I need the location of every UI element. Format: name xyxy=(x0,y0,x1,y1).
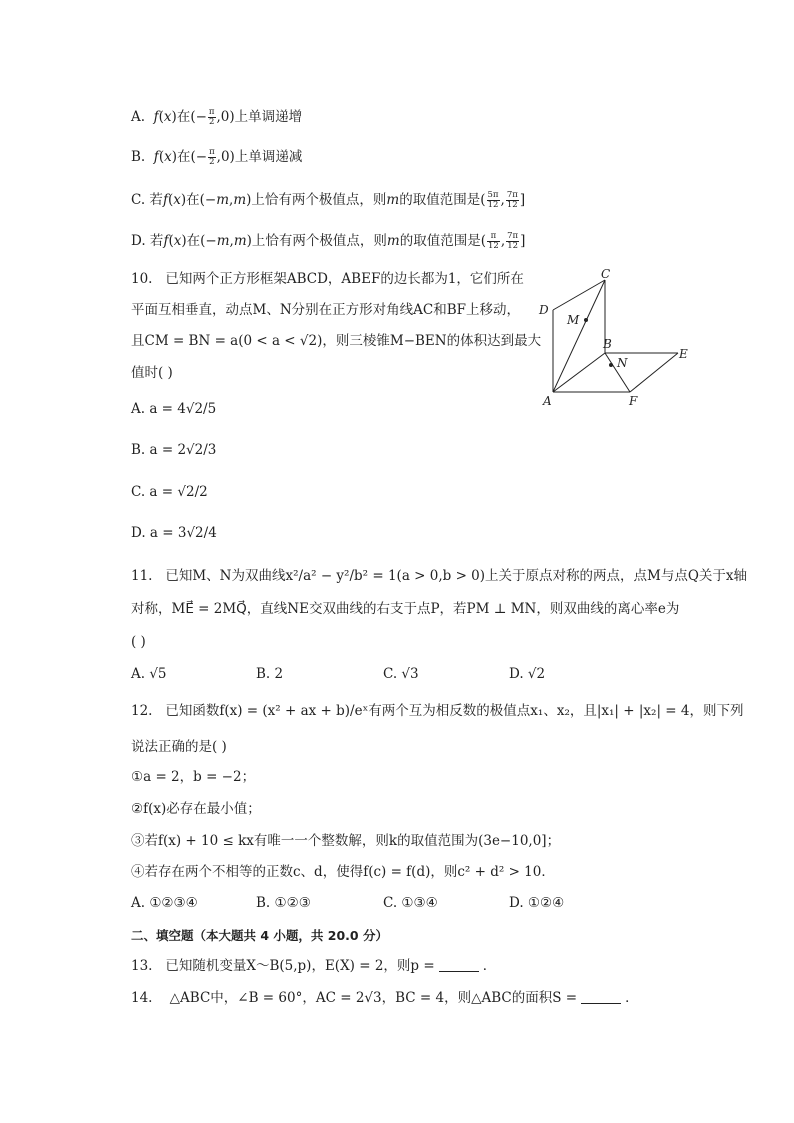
q11-option-c: C. √3 xyxy=(383,666,419,682)
q10-geometry-figure xyxy=(533,268,703,413)
q9-option-c: C. 若f(x)在(−m,m)上恰有两个极值点，则m的取值范围是( $\frac{5\pi}{12}$ , $\frac{7\pi}{12}$ ] xyxy=(131,190,526,210)
q9-option-d: D. 若f(x)在(−m,m)上恰有两个极值点，则m的取值范围是( $\frac{\pi}{12}$ , $\frac{7\pi}{12}$ ] xyxy=(131,231,526,251)
label-a: A xyxy=(543,394,552,408)
q11-option-b: B. 2 xyxy=(256,666,284,682)
q12-statement-1: ①a = 2，b = −2； xyxy=(131,769,256,785)
q13: 13. 已知随机变量X～B(5,p)，E(X) = 2，则p = ． xyxy=(131,958,497,974)
label-b: B xyxy=(603,337,612,351)
q12-statement-2: ②f(x)必存在最小值； xyxy=(131,801,261,817)
q12-option-c: C. ①③④ xyxy=(383,895,438,911)
q10-option-b: B. a = 2√2/3 xyxy=(131,442,217,458)
q10-line3: 且CM = BN = a(0 < a < √2)，则三棱锥M−BEN的体积达到最大 xyxy=(131,333,542,349)
label-e: E xyxy=(679,347,688,361)
q11-line3: ( ) xyxy=(131,634,146,650)
q13-answer-blank[interactable] xyxy=(439,959,479,972)
point-n xyxy=(609,363,613,367)
section-heading-fill-in: 二、填空题（本大题共 4 小题，共 20.0 分） xyxy=(131,928,388,943)
q12-line2: 说法正确的是( ) xyxy=(131,739,227,755)
q10-option-d: D. a = 3√2/4 xyxy=(131,525,217,541)
q11-option-d: D. √2 xyxy=(509,666,546,682)
q9-option-b: B. f(x)在(− $\frac{\pi}{2}$ ,0)上单调递减 xyxy=(131,147,303,167)
q12-statement-3: ③若f(x) + 10 ≤ kx有唯一一个整数解，则k的取值范围为(3e−10,0]； xyxy=(131,833,561,849)
q9-option-a: A. f(x)在(− $\frac{\pi}{2}$ ,0)上单调递增 xyxy=(131,107,303,127)
q11-line2: 对称，ME⃗ = 2MQ⃗，直线NE交双曲线的右支于点P，若PM ⊥ MN，则双曲线的离心率e为 xyxy=(131,601,680,617)
label-m: M xyxy=(567,313,580,327)
q12-option-d: D. ①②④ xyxy=(509,895,565,911)
q11-option-a: A. √5 xyxy=(131,666,167,682)
q12-option-a: A. ①②③④ xyxy=(131,895,198,911)
point-m xyxy=(584,318,588,322)
label-c: C xyxy=(601,268,611,281)
q14: 14. △ABC中，∠B = 60°，AC = 2√3，BC = 4，则△ABC的面积S = ． xyxy=(131,990,639,1006)
q12-line1: 12. 已知函数f(x) = (x² + ax + b)/eˣ有两个互为相反数的极值点x₁、x₂，且|x₁| + |x₂| = 4，则下列 xyxy=(131,703,744,719)
q11-line1: 11. 已知M、N为双曲线x²/a² − y²/b² = 1(a > 0,b > 0)上关于原点对称的两点，点M与点Q关于x轴 xyxy=(131,568,748,584)
q10-line1: 10. 已知两个正方形框架ABCD，ABEF的边长都为1，它们所在 xyxy=(131,271,524,287)
label-f: F xyxy=(629,394,638,408)
q12-option-b: B. ①②③ xyxy=(256,895,311,911)
q10-line4: 值时( ) xyxy=(131,365,173,381)
q14-answer-blank[interactable] xyxy=(581,991,621,1004)
q10-option-c: C. a = √2/2 xyxy=(131,484,208,500)
q12-statement-4: ④若存在两个不相等的正数c、d，使得f(c) = f(d)，则c² + d² > 10． xyxy=(131,864,555,880)
label-n: N xyxy=(617,356,628,370)
q10-line2: 平面互相垂直，动点M、N分别在正方形对角线AC和BF上移动， xyxy=(131,302,521,318)
label-d: D xyxy=(539,303,549,317)
q10-option-a: A. a = 4√2/5 xyxy=(131,401,217,417)
